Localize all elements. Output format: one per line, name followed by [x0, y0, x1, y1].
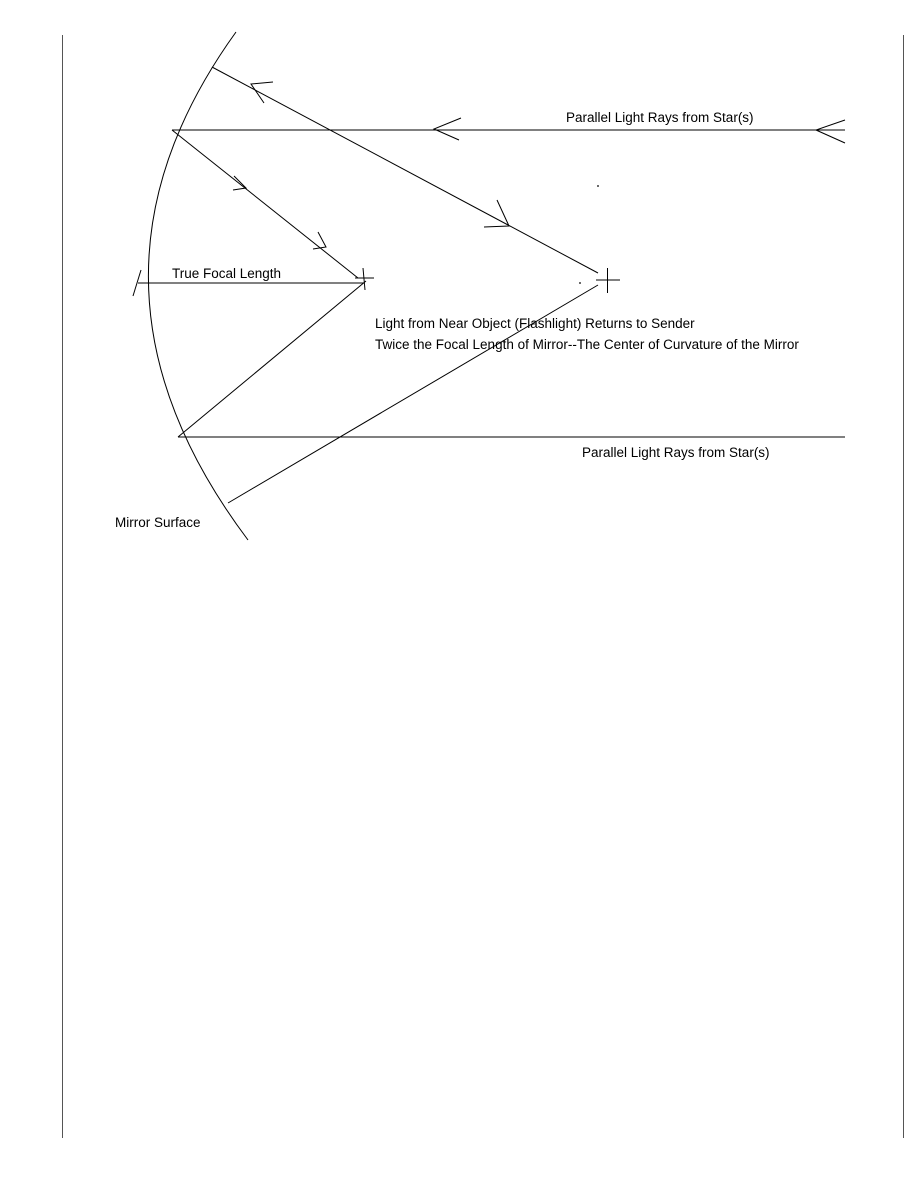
label-true-focal-length: True Focal Length	[172, 266, 282, 281]
stray-dot-2	[579, 282, 581, 284]
arrowhead-top-right	[816, 120, 845, 143]
arrowhead-top-middle	[434, 118, 461, 140]
arrowhead-center-upper	[251, 82, 273, 103]
mirror-surface-arc	[148, 32, 248, 540]
focal-point-v	[363, 268, 365, 290]
stray-dot-1	[597, 185, 599, 187]
label-parallel-rays-top: Parallel Light Rays from Star(s)	[566, 110, 754, 125]
arrowhead-reflected-1	[233, 176, 246, 190]
label-near-object-line1: Light from Near Object (Flashlight) Returns to Sender	[375, 316, 695, 331]
center-ray-upper	[212, 67, 598, 273]
label-near-object-line2: Twice the Focal Length of Mirror--The Center of Curvature of the Mirror	[375, 337, 799, 352]
arrowhead-reflected-2	[313, 232, 326, 249]
reflected-ray-bottom-to-focus	[178, 281, 366, 437]
label-parallel-rays-bottom: Parallel Light Rays from Star(s)	[582, 445, 770, 460]
reflected-ray-top-to-focus	[172, 130, 358, 278]
label-mirror-surface: Mirror Surface	[115, 515, 201, 530]
